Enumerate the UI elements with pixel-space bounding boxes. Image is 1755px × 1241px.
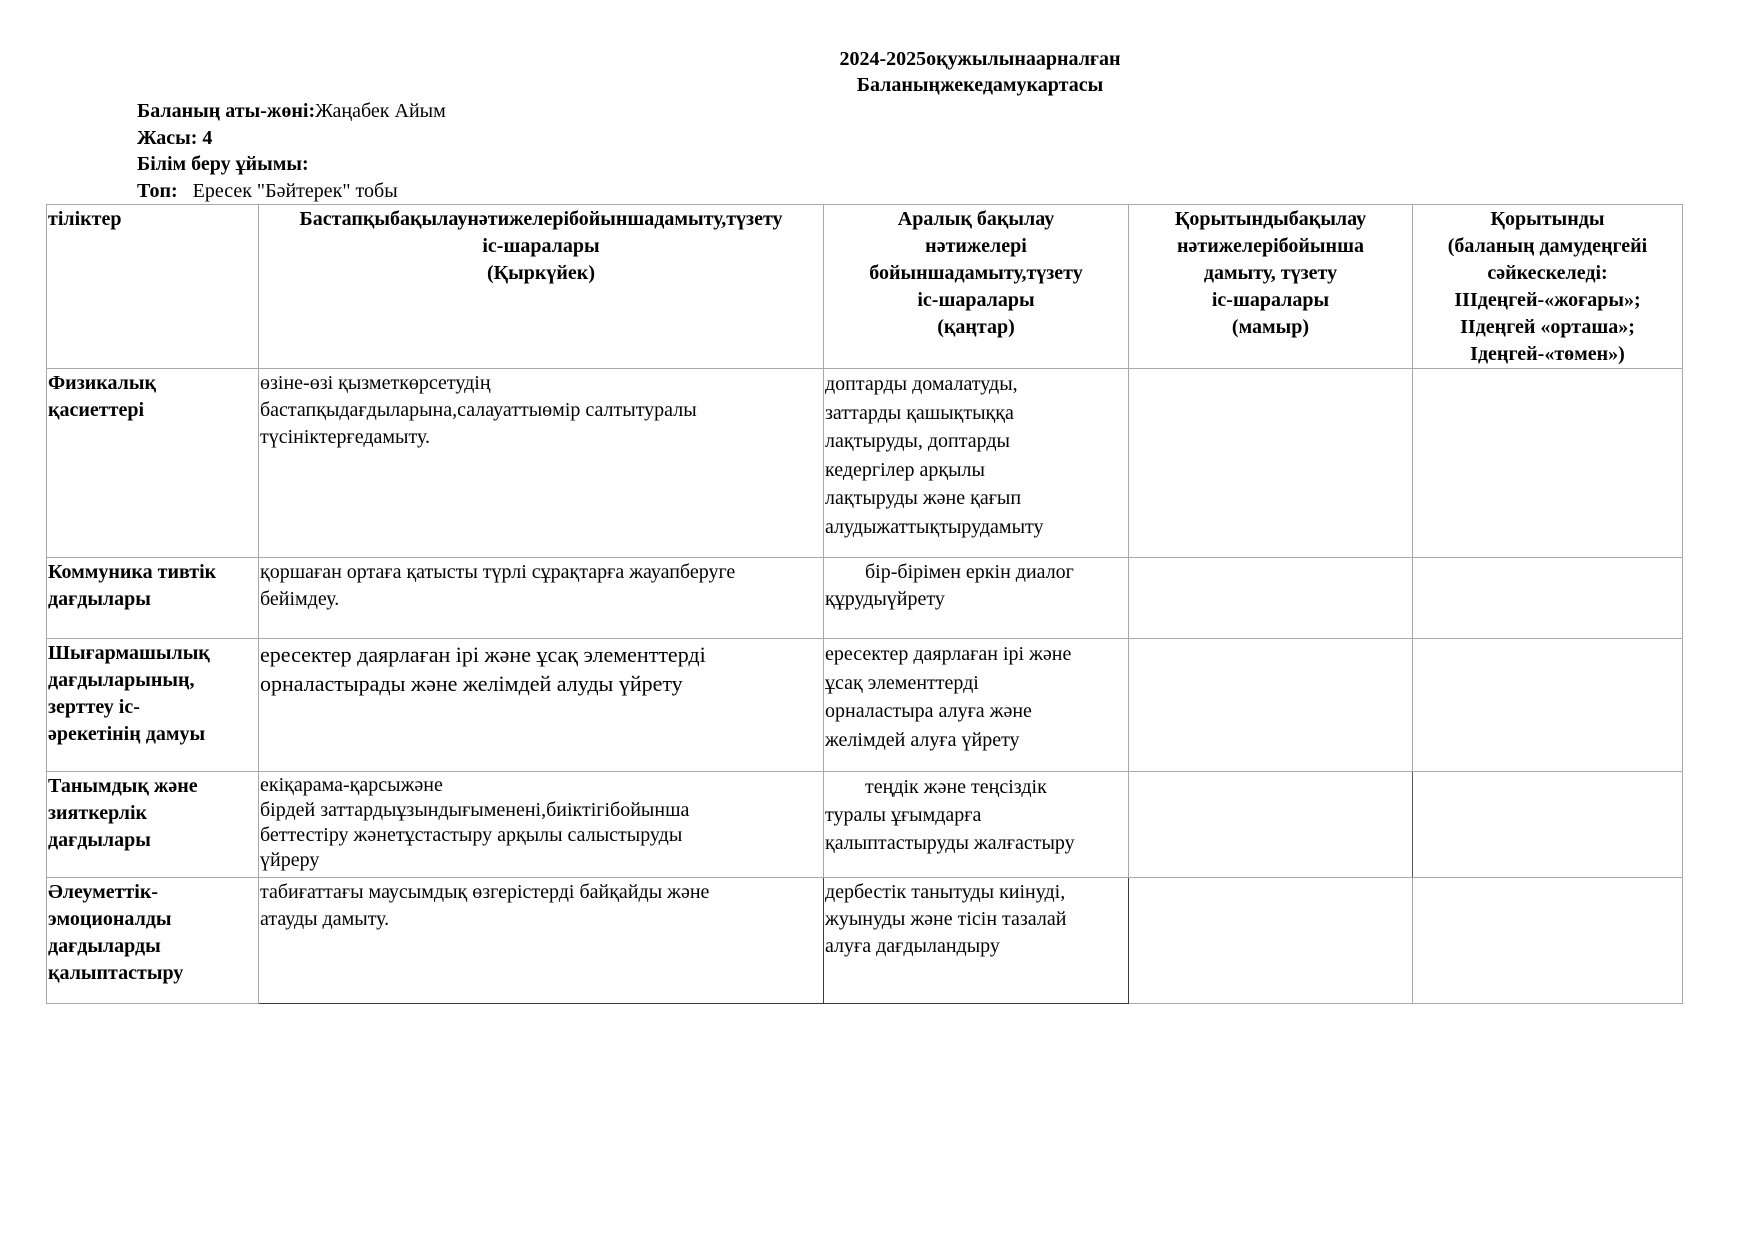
initial-line: табиғаттағы маусымдық өзгерістерді байқайды және (260, 881, 710, 903)
header-intermediate-line: Аралық бақылау (897, 208, 1055, 230)
header-conclusion-line: (баланың дамудеңгейі (1447, 235, 1648, 257)
conclusion-cell (1413, 558, 1683, 639)
initial-line: беттестіру жәнетұстастыру арқылы салыстыруды (260, 824, 683, 846)
final-cell (1129, 878, 1413, 1004)
skill-line: қасиеттері (48, 399, 145, 421)
initial-cell (259, 369, 824, 558)
skill-cell (47, 878, 259, 1004)
intermediate-line: орналастыра алуға және (825, 700, 1032, 722)
intermediate-line: туралы ұғымдарға (825, 804, 982, 826)
header-skills (47, 205, 259, 369)
skill-line: Физикалық (48, 372, 157, 394)
intermediate-line: желімдей алуға үйрету (825, 728, 1020, 751)
header-conclusion-line: сәйкескеледі: (1487, 262, 1608, 284)
initial-line: үйреру (260, 849, 320, 871)
skill-cell (47, 369, 259, 558)
header-final (1129, 205, 1413, 369)
final-cell (1129, 772, 1413, 878)
intermediate-line: кедергілер арқылы (825, 458, 985, 481)
intermediate-line: алудыжаттықтырудамыту (825, 515, 1044, 538)
intermediate-cell (824, 369, 1129, 558)
table-row (47, 558, 1683, 639)
header-skills-text: тіліктер (48, 208, 122, 230)
skill-line: Танымдық және (48, 775, 198, 797)
intermediate-line: ұсақ элементтерді (825, 671, 979, 694)
header-intermediate-line: іс-шаралары (917, 289, 1035, 311)
table-row (47, 639, 1683, 772)
skill-line: Коммуника тивтік (48, 561, 217, 583)
skill-line: дағдыларды (48, 935, 161, 957)
conclusion-cell (1413, 878, 1683, 1004)
document-title-line1: 2024-2025оқужылынаарналған (839, 48, 1121, 70)
child-age-line (137, 125, 212, 151)
skill-line: дағдыларының, (48, 669, 195, 691)
skill-line: эмоционалды (48, 908, 172, 930)
conclusion-cell (1413, 639, 1683, 772)
skill-cell (47, 639, 259, 772)
header-final-line: дамыту, түзету (1203, 262, 1338, 284)
header-initial (259, 205, 824, 369)
intermediate-line: ересектер даярлаған ірі және (825, 643, 1072, 665)
document-title-line2: Баланыңжекедамукартасы (856, 74, 1104, 96)
skill-line: зерттеу іс- (48, 696, 140, 718)
initial-line: бейімдеу. (260, 588, 340, 610)
group-label: Топ: (137, 180, 178, 202)
intermediate-line: лақтыруды және қағып (825, 487, 1022, 509)
skill-cell (47, 558, 259, 639)
initial-cell (259, 772, 824, 878)
final-cell (1129, 558, 1413, 639)
organization-label: Білім беру ұйымы: (137, 153, 309, 175)
header-final-line: (мамыр) (1231, 316, 1310, 338)
intermediate-line: алуға дағдыландыру (825, 935, 1000, 957)
header-initial-line: іс-шаралары (482, 235, 600, 257)
intermediate-cell (824, 772, 1129, 878)
skill-line: қалыптастыру (48, 962, 184, 984)
initial-line: орналастырады және желімдей алуды үйрету (260, 671, 683, 696)
conclusion-cell (1413, 369, 1683, 558)
header-final-line: Қорытындыбақылау (1174, 208, 1367, 230)
header-intermediate (824, 205, 1129, 369)
header-conclusion (1413, 205, 1683, 369)
intermediate-cell (824, 639, 1129, 772)
initial-cell (259, 878, 824, 1004)
initial-line: атауды дамыту. (260, 908, 390, 930)
intermediate-line: бір-бірімен еркін диалог (865, 561, 1074, 583)
intermediate-line: лақтыруды, доптарды (825, 430, 1010, 452)
intermediate-line: доптарды домалатуды, (825, 373, 1018, 395)
intermediate-line: қалыптастыруды жалғастыру (825, 832, 1075, 854)
header-conclusion-line: IIдеңгей «орташа»; (1460, 316, 1635, 338)
header-intermediate-line: нәтижелері (925, 235, 1027, 257)
initial-cell (259, 558, 824, 639)
skill-line: Шығармашылық (48, 642, 210, 664)
initial-line: бастапқыдағдыларына,салауаттыөмір салтытуралы (260, 399, 697, 421)
skill-line: әрекетінің дамуы (48, 723, 206, 745)
final-cell (1129, 369, 1413, 558)
table-row (47, 369, 1683, 558)
child-age-label: Жасы: 4 (137, 127, 213, 149)
intermediate-line: дербестік танытуды киінуді, (825, 881, 1066, 903)
initial-line: бірдей заттардыұзындығыменені,биіктігібойынша (260, 799, 690, 821)
table-header-row (47, 205, 1683, 369)
skill-line: Әлеуметтік- (48, 881, 158, 903)
intermediate-cell (824, 878, 1129, 1004)
header-intermediate-line: (қаңтар) (937, 316, 1015, 338)
initial-line: екіқарама-қарсыжәне (260, 774, 443, 796)
header-conclusion-line: Iдеңгей-«төмен») (1470, 343, 1625, 365)
skill-line: дағдылары (48, 829, 151, 851)
skill-line: зияткерлік (48, 802, 148, 824)
initial-line: қоршаған ортаға қатысты түрлі сұрақтарға жауапберуге (260, 561, 736, 583)
header-conclusion-line: IIIдеңгей-«жоғары»; (1454, 289, 1641, 311)
header-conclusion-line: Қорытынды (1490, 208, 1605, 230)
child-name-label: Баланың аты-жөні: (137, 100, 316, 122)
table-row (47, 772, 1683, 878)
header-intermediate-line: бойыншадамыту,түзету (869, 262, 1083, 284)
initial-line: ересектер даярлаған ірі және ұсақ элементтерді (260, 642, 706, 667)
skill-line: дағдылары (48, 588, 151, 610)
group-value: Ересек "Бәйтерек" тобы (192, 180, 398, 202)
intermediate-line: теңдік және теңсіздік (865, 776, 1047, 798)
intermediate-line: жуынуды және тісін тазалай (825, 908, 1067, 930)
intermediate-line: құрудыүйрету (825, 588, 945, 610)
group-line (137, 178, 398, 204)
final-cell (1129, 639, 1413, 772)
header-final-line: нәтижелерібойынша (1177, 235, 1364, 257)
development-card-table (46, 204, 1683, 1004)
intermediate-cell (824, 558, 1129, 639)
child-name-value: Жаңабек Айым (315, 100, 446, 122)
organization-line (137, 151, 309, 177)
intermediate-line: заттарды қашықтыққа (825, 401, 1014, 424)
conclusion-cell (1413, 772, 1683, 878)
table-row (47, 878, 1683, 1004)
initial-line: түсініктерғедамыту. (260, 426, 430, 448)
skill-cell (47, 772, 259, 878)
child-name-line (137, 98, 446, 124)
header-initial-line: (Қыркүйек) (486, 262, 595, 284)
initial-cell (259, 639, 824, 772)
header-initial-line: Бастапқыбақылаунәтижелерібойыншадамыту,түзету (299, 208, 783, 230)
header-final-line: іс-шаралары (1211, 289, 1330, 311)
initial-line: өзіне-өзі қызметкөрсетудің (260, 372, 491, 394)
